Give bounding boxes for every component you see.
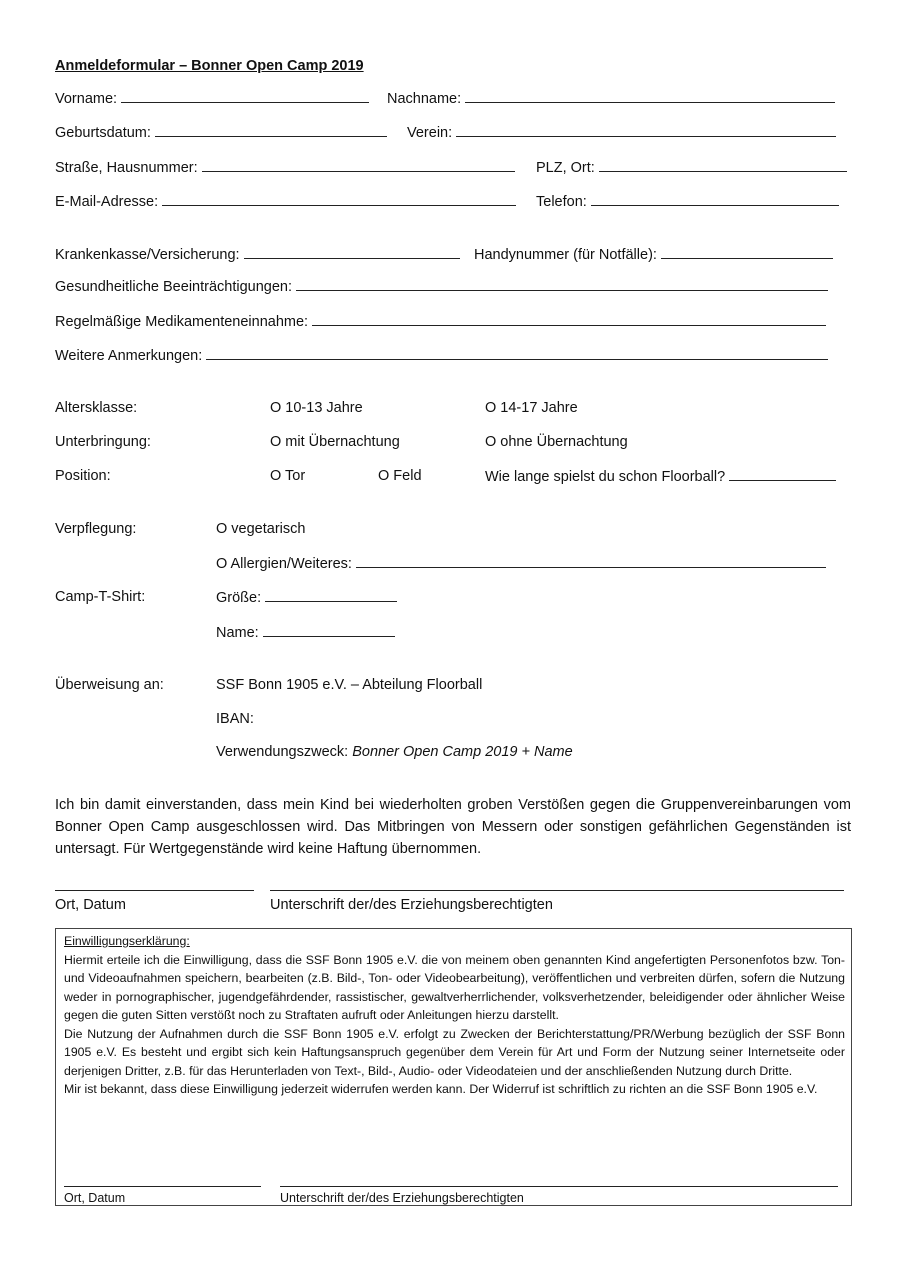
strasse-field[interactable] [55,158,515,177]
verwendungszweck [216,743,573,761]
anmerkungen-field[interactable] [55,346,828,365]
medikamente-field[interactable] [55,312,826,331]
tshirt-name-field[interactable] [216,623,395,642]
strasse-label: Straße, Hausnummer: [55,160,198,176]
position-label: Position: [55,468,111,484]
email-label: E-Mail-Adresse: [55,194,159,210]
position-option-tor[interactable]: O Tor [270,468,306,484]
alter-option-10-13[interactable]: O 10-13 Jahre [270,400,363,416]
handy-label: Handynummer (für Notfälle): [474,247,657,263]
plz-label: PLZ, Ort: [536,160,595,176]
consent-box [55,928,852,1206]
consent-heading: Einwilligungserklärung: [64,934,190,948]
consent-paragraph-1: Hiermit erteile ich die Einwilligung, dass die SSF Bonn 1905 e.V. die von meinem oben genannten Kind angefertigten Personenfotos bzw. Ton- und Videoaufnahmen speichern, bearbeiten (z.B. Bild-, Ton- oder Videobearbeitung), veröffentlichen und verbreiten dürfen, sofern die Nutzung weder in pornographischer, jugendgefährdender, rassistischer, gewaltverherrlichender, volksverhetzender, beleidigender oder ähnlicher Weise gegen die guten Sitten verstößt noch zu Straftaten aufruft oder Anleitungen hierzu darstellt. [64,952,845,1022]
verwendungszweck-value: Bonner Open Camp 2019 + Name [352,744,573,760]
floorball-duration-field[interactable] [485,467,836,486]
vorname-field[interactable] [55,89,369,108]
floorball-question: Wie lange spielst du schon Floorball? [485,469,726,485]
agreement-text: Ich bin damit einverstanden, dass mein Kind bei wiederholten groben Verstößen gegen die Gruppenvereinbarungen vom Bonner Open Camp ausgeschlossen wird. Das Mitbringen von Messern oder sonstigen gefährlichen Gegenständen ist untersagt. Für Wertgegenstände wird keine Haftung übernommen. [55,797,851,857]
vorname-label: Vorname: [55,91,118,107]
unterbringung-option-mit[interactable]: O mit Übernachtung [270,434,400,450]
gesundheit-field[interactable] [55,277,828,296]
tshirt-groesse-field[interactable] [216,588,397,607]
email-field[interactable] [55,192,516,211]
krankenkasse-field[interactable] [55,245,460,264]
position-option-feld[interactable]: O Feld [378,468,422,484]
verein-label: Verein: [407,125,453,141]
unterbringung-label: Unterbringung: [55,434,151,450]
consent-ort-datum-line[interactable] [64,1186,261,1187]
iban-label: IBAN: [216,711,254,727]
alter-option-14-17[interactable]: O 14-17 Jahre [485,400,578,416]
verwendungszweck-label: Verwendungszweck: [216,744,349,760]
telefon-label: Telefon: [536,194,587,210]
geburtsdatum-field[interactable] [55,123,387,142]
consent-paragraph-3: Mir ist bekannt, dass diese Einwilligung jederzeit widerrufen werden kann. Der Widerruf ist schriftlich zu richten an die SSF Bonn 1905 e.V. [64,1082,818,1096]
krankenkasse-label: Krankenkasse/Versicherung: [55,247,240,263]
gesundheit-label: Gesundheitliche Beeinträchtigungen: [55,279,292,295]
telefon-field[interactable] [536,192,839,211]
verpflegung-allergien-field[interactable] [216,554,826,573]
verein-field[interactable] [407,123,836,142]
ueberweisung-empfaenger: SSF Bonn 1905 e.V. – Abteilung Floorball [216,677,483,693]
name-label: Name: [216,625,259,641]
form-title: Anmeldeformular – Bonner Open Camp 2019 [55,58,364,74]
consent-paragraph-2: Die Nutzung der Aufnahmen durch die SSF Bonn 1905 e.V. erfolgt zu Zwecken der Berichterstattung/PR/Werbung bezüglich der SSF Bonn 1905 e.V. Es besteht und ergibt sich kein Haftungsanspruch gegenüber dem Verein für Art und Form der Nutzung seiner Internetseite oder derjenigen Dritter, z.B. für das Herunterladen von Text-, Bild-, Audio- oder Videodateien und der anschließenden Nutzung durch Dritte. [64,1026,845,1078]
consent-text [64,932,845,1099]
nachname-label: Nachname: [387,91,462,107]
verpflegung-label: Verpflegung: [55,521,137,537]
ort-datum-line[interactable] [55,890,254,891]
anmerkungen-label: Weitere Anmerkungen: [55,348,203,364]
unterbringung-option-ohne[interactable]: O ohne Übernachtung [485,434,628,450]
verpflegung-option-vegetarisch[interactable]: O vegetarisch [216,521,306,537]
tshirt-label: Camp-T-Shirt: [55,589,146,605]
geburtsdatum-label: Geburtsdatum: [55,125,151,141]
ueberweisung-label: Überweisung an: [55,677,164,693]
ort-datum-label: Ort, Datum [55,897,126,913]
nachname-field[interactable] [387,89,835,108]
consent-ort-datum-label: Ort, Datum [64,1191,126,1205]
handy-field[interactable] [474,245,833,264]
groesse-label: Größe: [216,590,262,606]
altersklasse-label: Altersklasse: [55,400,138,416]
plz-field[interactable] [536,158,847,177]
consent-unterschrift-line[interactable] [280,1186,838,1187]
medikamente-label: Regelmäßige Medikamenteneinnahme: [55,314,309,330]
unterschrift-label: Unterschrift der/des Erziehungsberechtigten [270,897,553,913]
unterschrift-line[interactable] [270,890,844,891]
consent-unterschrift-label: Unterschrift der/des Erziehungsberechtigten [280,1191,524,1205]
allergien-label: O Allergien/Weiteres: [216,556,352,572]
